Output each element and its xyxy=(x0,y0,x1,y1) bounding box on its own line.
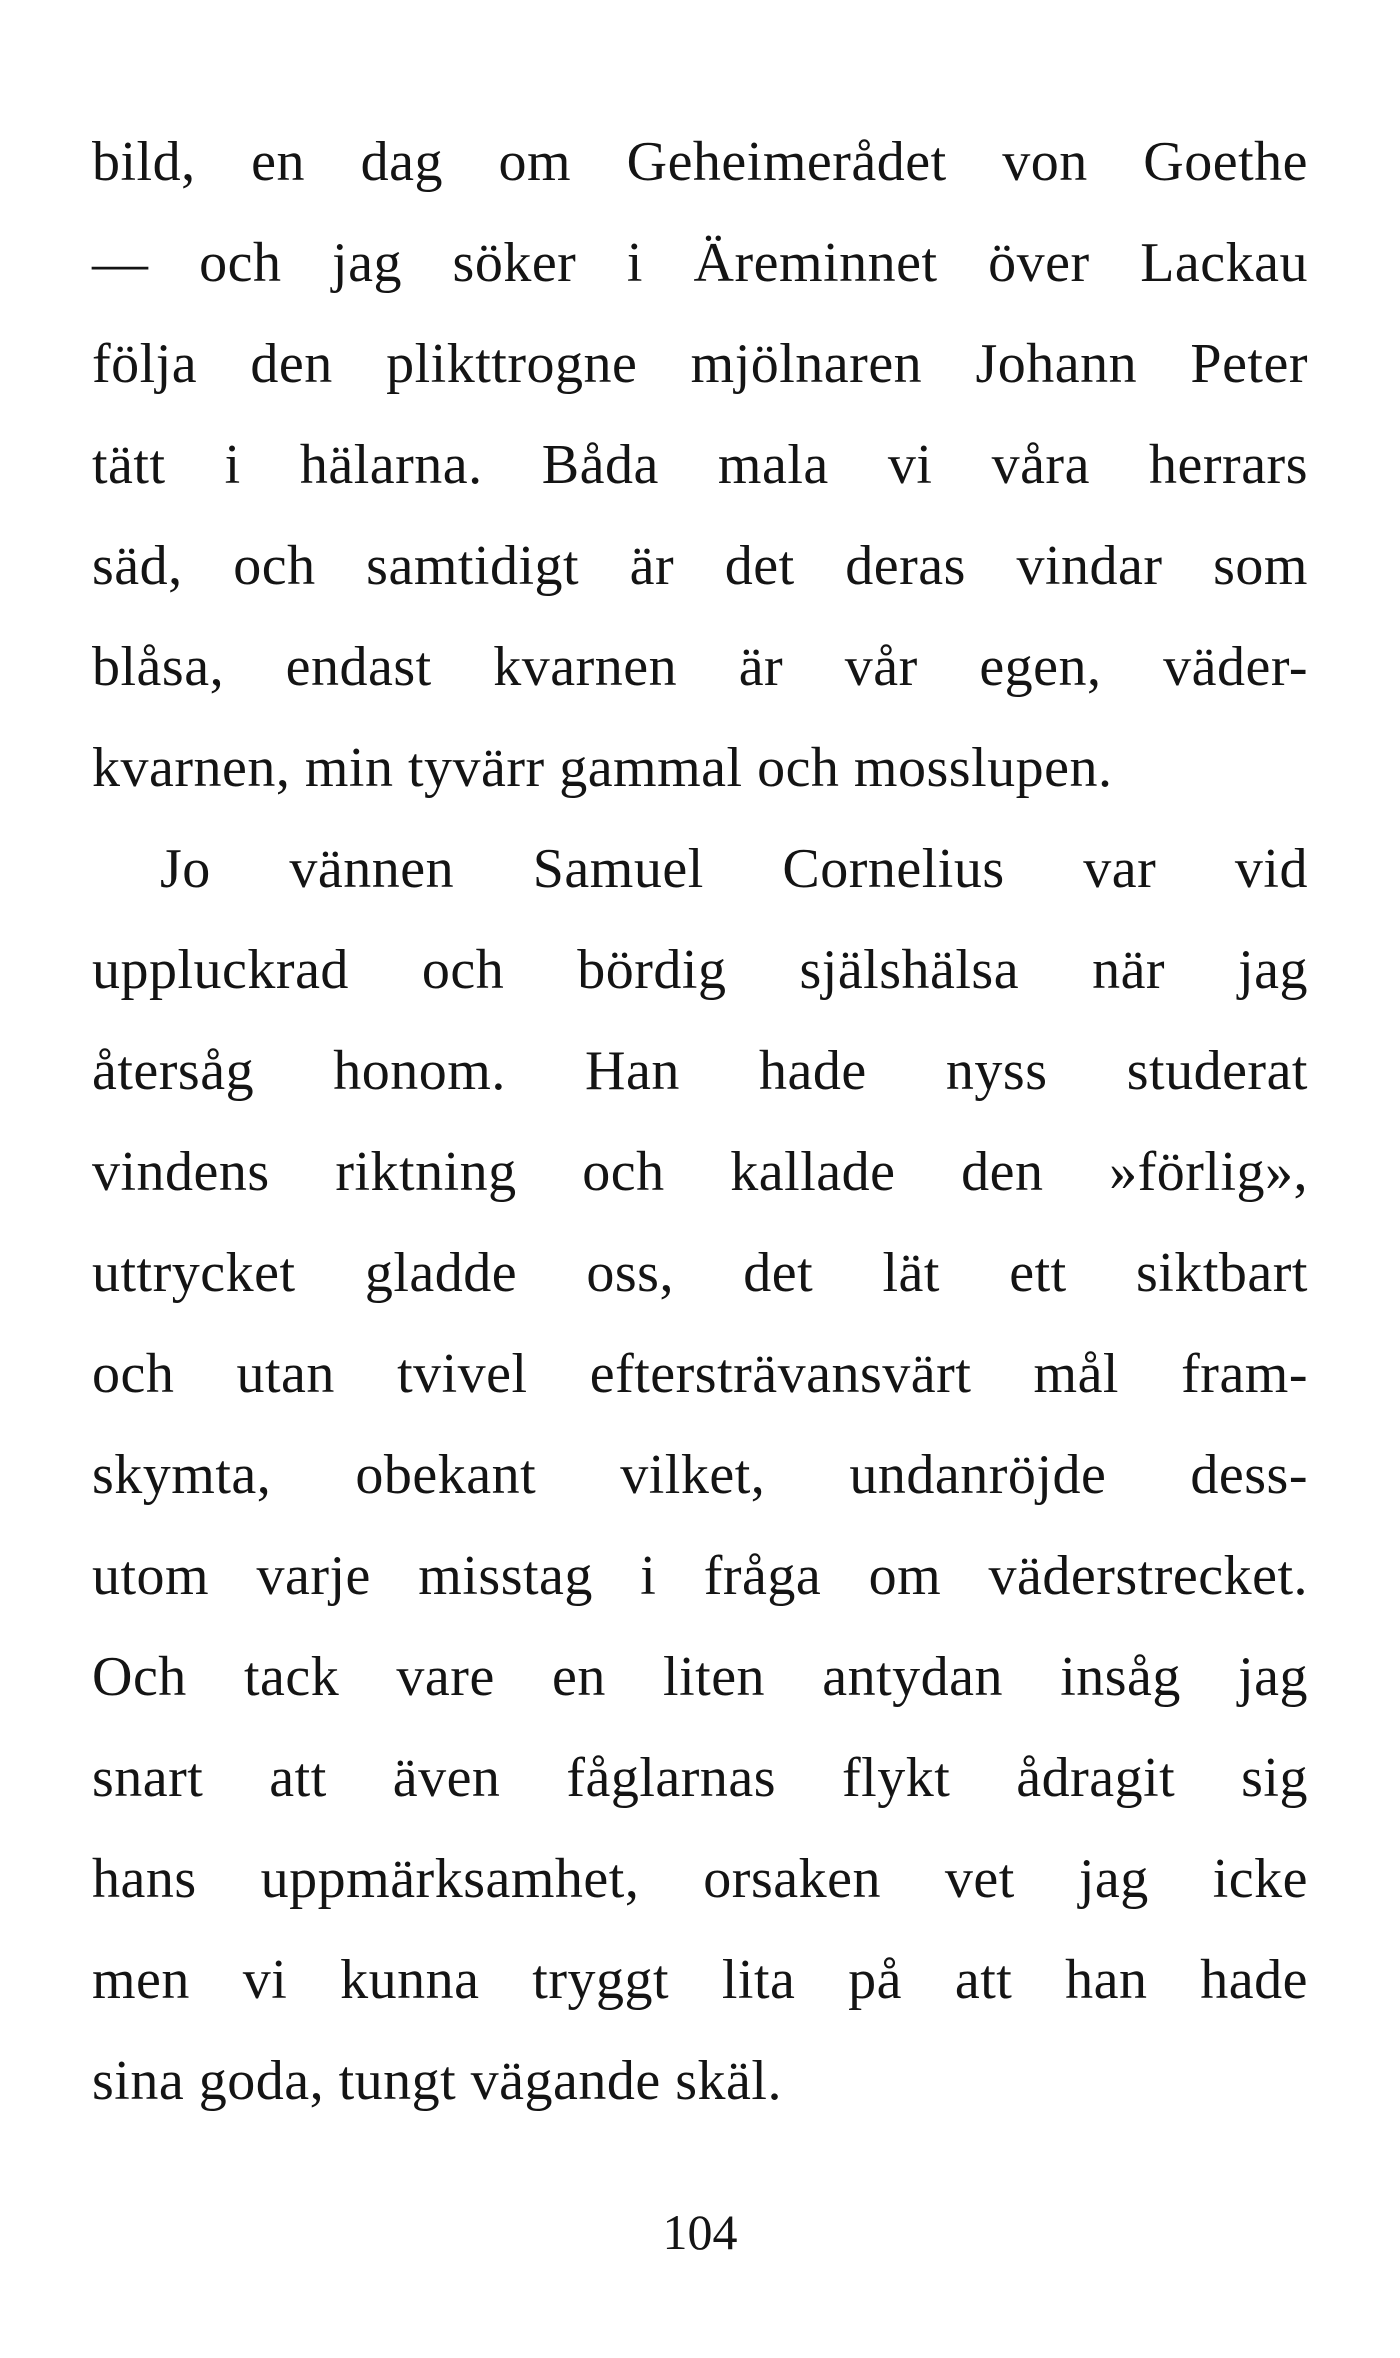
text-line: hans uppmärksamhet, orsaken vet jag icke xyxy=(92,1848,1308,1910)
text-line: — och jag söker i Äreminnet över Lackau xyxy=(92,232,1308,294)
text-line: bild, en dag om Geheimerådet von Goethe xyxy=(92,131,1308,193)
text-line: tätt i hälarna. Båda mala vi våra herrars xyxy=(92,434,1308,496)
text-line: sina goda, tungt vägande skäl. xyxy=(92,2050,782,2112)
paragraph-start-line: Jo vännen Samuel Cornelius var vid xyxy=(160,838,1308,900)
page-number: 104 xyxy=(662,2204,738,2260)
text-line: Och tack vare en liten antydan insåg jag xyxy=(92,1646,1308,1708)
text-line: vindens riktning och kallade den »förlig», xyxy=(92,1141,1308,1203)
text-line: utom varje misstag i fråga om väderstrecket. xyxy=(92,1545,1308,1607)
body-text xyxy=(92,112,1308,2132)
text-line: återsåg honom. Han hade nyss studerat xyxy=(92,1040,1308,1102)
text-line: skymta, obekant vilket, undanröjde dess- xyxy=(92,1444,1308,1506)
text-line: men vi kunna tryggt lita på att han hade xyxy=(92,1949,1308,2011)
text-line: kvarnen, min tyvärr gammal och mosslupen. xyxy=(92,737,1113,799)
text-line: säd, och samtidigt är det deras vindar som xyxy=(92,535,1308,597)
text-line: uttrycket gladde oss, det lät ett siktbart xyxy=(92,1242,1308,1304)
text-line: följa den plikttrogne mjölnaren Johann Peter xyxy=(92,333,1308,395)
text-line: snart att även fåglarnas flykt ådragit sig xyxy=(92,1747,1308,1809)
text-line: och utan tvivel eftersträvansvärt mål fram- xyxy=(92,1343,1308,1405)
text-line: uppluckrad och bördig själshälsa när jag xyxy=(92,939,1308,1001)
text-line: blåsa, endast kvarnen är vår egen, väder- xyxy=(92,636,1308,698)
